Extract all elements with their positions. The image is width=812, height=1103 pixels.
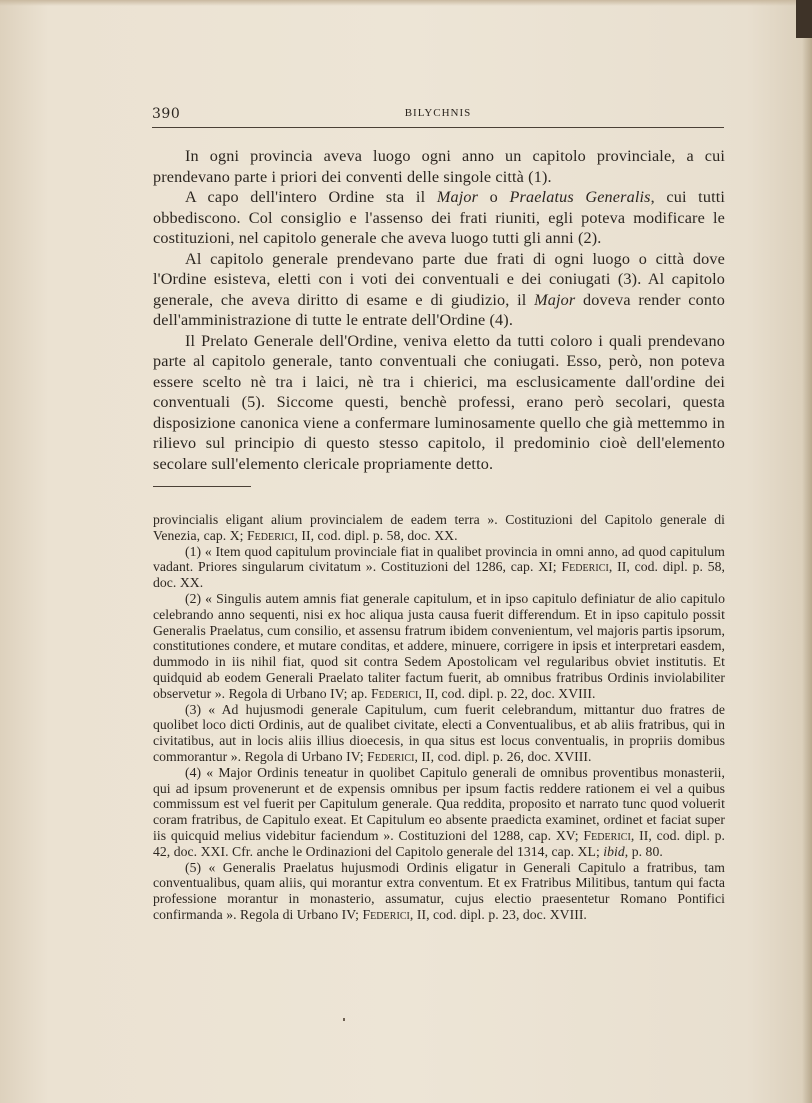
page-number: 390 [152,106,181,122]
footnote-2 [153,591,725,702]
italic-term-praelatus: Praelatus Generalis [509,188,651,206]
paragraph-2 [153,187,725,249]
corner-mark [796,0,812,38]
footnote-3 [153,702,725,765]
author-name: Federici [246,527,295,543]
paragraph-1: In ogni provincia aveva luogo ogni anno un capitolo provinciale, a cui prendevano parte i priori dei conventi delle singole città (1). [153,147,725,186]
author-name: Federici [561,559,609,575]
footnote-5 [153,860,725,923]
text-run: provincialis eligant alium provincialem de eadem terra ». Costituzioni del Capitolo generale di Venezia, cap. X; [153,512,725,543]
author-name: Federici [367,748,415,764]
header-rule [152,127,724,128]
footnote-separator [153,486,251,487]
text-run: , II, cod. dipl. p. 23, doc. XVIII. [409,906,587,922]
text-run: (1) « Item quod capitulum provinciale fiat in qualibet provincia in omni anno, ad quod capitulum vadant. Priores singularum civitatum ». Costituzioni del 1286, cap. XI; [153,543,725,575]
text-run: o [478,188,510,206]
page-right-edge [802,0,812,1103]
text-run: , cui tutti obbediscono. Col consiglio e l'assenso dei frati riuniti, egli poteva modificare le costituzioni, nel capitolo generale che aveva luogo tutti gli anni (2). [153,188,726,247]
text-run: (3) « Ad hujusmodi generale Capitulum, cum fuerit celebrandum, mittantur duo fratres de quolibet loco dicti Ordinis, aut de qualibet civitate, electi a Conventualibus, et ab aliis fratribus, qui in civitatibus, aut in locis aliis illius dioecesis, in qua situs est locus conventualis, in propriis domibus commorantur ». Regola di Urbano IV; [153,701,725,764]
italic-ibid: ibid [603,843,625,859]
running-head: BILYCHNIS [404,107,472,119]
text-run: (4) « Major Ordinis teneatur in quolibet Capitulo generali de omnibus proventibus monasterii, qui ad ipsum provenerunt et de expensis omnibus per ipsum factis reddere rationem ei vel a quibus commissum est vel fuerit per Capitulum generale. Qua reddita, proposito et narrato tunc quod voluerit coram fratribus, de Capitulo exeat. Et Capitulum eo absente praedicta examinet, ordinet et faciat super iis quicquid melius videbitur faciendum ». Costituzioni del 1288, cap. XV; [153,764,725,843]
footnote-4 [153,765,725,860]
text-run: (5) « Generalis Praelatus hujusmodi Ordinis eligatur in Generali Capitulo a fratribus, tam conventualibus, quam aliis, qui morantur extra conventum. Et ex Fratribus Militibus, tantum qui facta professione morantur in monasterio, assumatur, cujus electio praesentetur Romano Pontifici confirmanda ». Regola di Urbano IV; [153,859,725,922]
paragraph-4: Il Prelato Generale dell'Ordine, veniva eletto da tutti coloro i quali prendevano parte al capitolo generale, tanto conventuali che coniugati. Esso, però, non poteva essere scelto nè tra i laici, nè tra i chierici, ma esclusicamente dall'ordine dei conventuali (5). Siccome questi, benchè professi, erano però secolari, questa disposizione canonica viene a confermare luminosamente quello che già mettemmo in rilievo sul principio di questo stesso capitolo, il predominio cioè dell'elemento secolare sull'elemento clericale propriamente detto. [153,331,725,473]
text-run: A capo dell'intero Ordine sta il [185,188,437,206]
text-run: (2) « Singulis autem amnis fiat generale capitulum, et in ipso capitulo definiatur de alio capitulo celebrando anno sequenti, nisi ex hoc aliqua justa causa fuerit differendum. Et in ipso capitulo possit Generalis Praelatus, cum consilio, et assensu fratrum ibidem convenientum, vel majoris partis ipsorum, constitutiones condere, et mutare conditas, et addere, minuere, corrigere in ipsis et interpretari easdem, dummodo in iis nihil fiat, quod sit contra Sedem Apostolicam vel regularibus obviet institutis. Et quidquid ab eodem Generali Praelato taliter factum fuerit, ab omnibus fratribus Ordinis inviolabiliter observetur ». Regola di Urbano IV; ap. [153,590,725,701]
author-name: Federici [370,685,419,701]
footnotes [153,512,725,923]
footnote-1 [153,544,725,591]
page-header [152,106,724,128]
text-run: , II, cod. dipl. p. 42, doc. XXI. Cfr. anche le Ordinazioni del Capitolo generale del 1314, cap. XL; [153,827,726,859]
ink-speck [343,1018,345,1021]
page-top-edge [0,0,812,6]
text-run: , p. 80. [624,843,663,859]
author-name: Federici [583,827,631,843]
author-name: Federici [362,906,410,922]
italic-term-major: Major [534,290,576,309]
body-text [153,146,725,474]
text-run: Al capitolo generale prendevano parte due frati di ogni luogo o città dove l'Ordine esisteva, eletti con i voti dei conventuali e dei coniugati (3). Al capitolo generale, che aveva diritto di esame e di giudizio, il [153,249,725,309]
text-run: , II, cod. dipl. p. 22, doc. XVIII. [418,685,596,701]
paragraph-3 [153,249,725,331]
text-run: doveva render conto dell'amministrazione di tutte le entrate dell'Ordine (4). [153,290,726,329]
text-run: , II, cod. dipl. p. 58, doc. XX. [153,559,725,591]
text-run: , II, cod. dipl. p. 26, doc. XVIII. [414,748,592,764]
footnote-continuation [153,512,725,544]
text-run: , II, cod. dipl. p. 58, doc. XX. [294,527,458,543]
italic-term-major: Major [436,188,479,206]
